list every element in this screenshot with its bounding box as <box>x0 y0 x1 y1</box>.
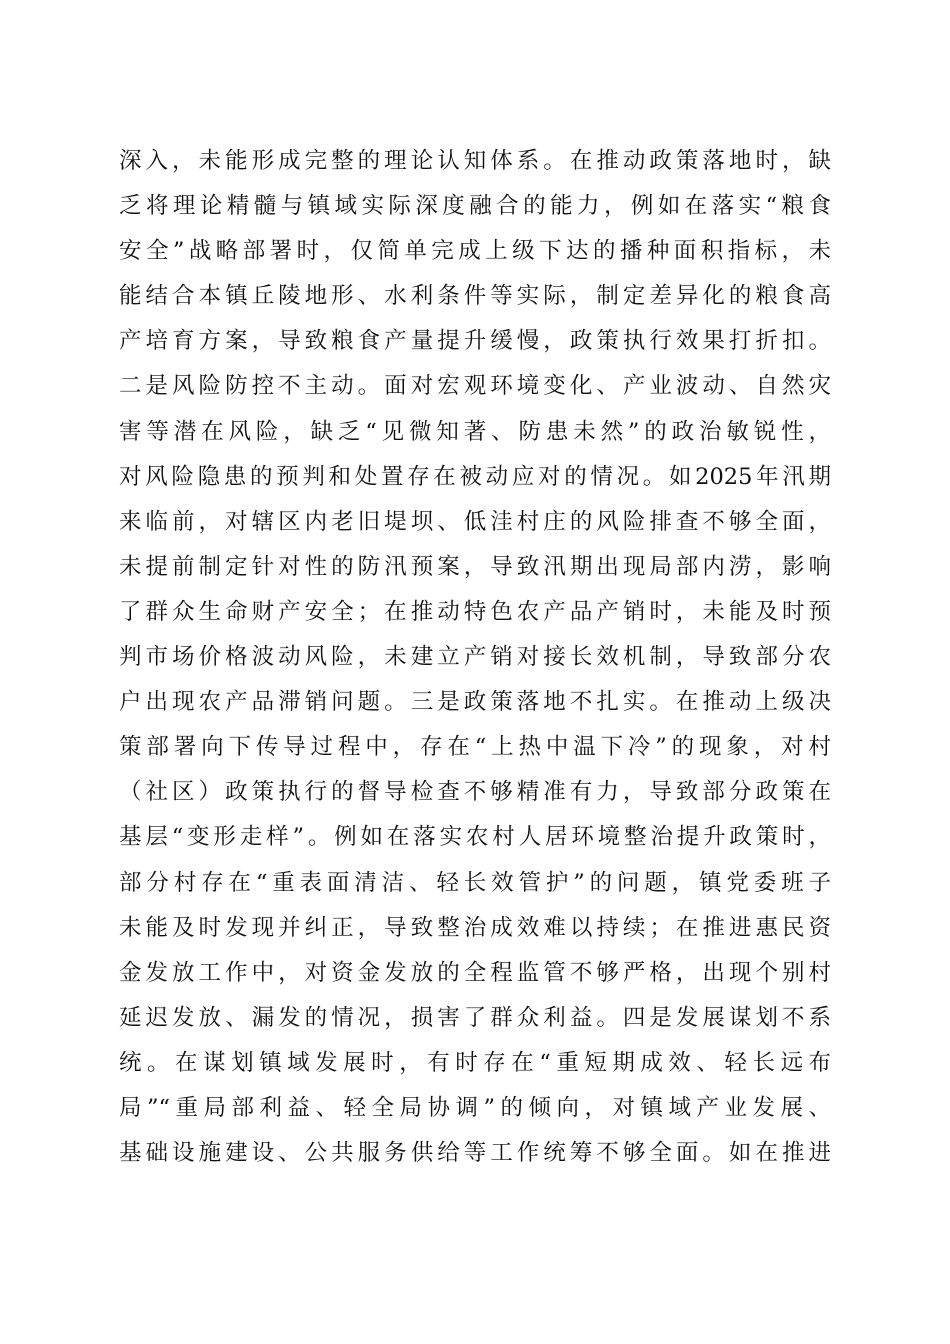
text-line: 未能及时发现并纠正，导致整治成效难以持续；在推进惠民资 <box>119 914 831 941</box>
text-line: 深入，未能形成完整的理论认知体系。在推动政策落地时，缺 <box>119 148 831 174</box>
body-text <box>119 139 831 1176</box>
text-line: 延迟发放、漏发的情况，损害了群众利益。四是发展谋划不系 <box>119 1004 831 1031</box>
text-line: 产培育方案，导致粮食产量提升缓慢，政策执行效果打折扣。 <box>119 328 831 355</box>
text-line: 安全”战略部署时，仅简单完成上级下达的播种面积指标，未 <box>119 238 831 265</box>
text-line: 判市场价格波动风险，未建立产销对接长效机制，导致部分农 <box>119 644 831 671</box>
text-line: 统。在谋划镇域发展时，有时存在“重短期成效、轻长远布 <box>119 1049 831 1076</box>
text-line: 二是风险防控不主动。面对宏观环境变化、产业波动、自然灾 <box>119 373 831 400</box>
text-line: 未提前制定针对性的防汛预案，导致汛期出现局部内涝，影响 <box>119 553 831 580</box>
text-line: 了群众生命财产安全；在推动特色农产品产销时，未能及时预 <box>119 598 831 625</box>
text-line: 能结合本镇丘陵地形、水利条件等实际，制定差异化的粮食高 <box>119 283 831 310</box>
text-line: 局”“重局部利益、轻全局协调”的倾向，对镇域产业发展、 <box>119 1094 831 1121</box>
text-line: 对风险隐患的预判和处置存在被动应对的情况。如2025年汛期 <box>119 463 831 490</box>
text-line: 户出现农产品滞销问题。三是政策落地不扎实。在推动上级决 <box>119 689 831 716</box>
text-line: 乏将理论精髓与镇域实际深度融合的能力，例如在落实“粮食 <box>119 193 831 220</box>
text-line: 基层“变形走样”。例如在落实农村人居环境整治提升政策时， <box>119 824 831 851</box>
text-line: 部分村存在“重表面清洁、轻长效管护”的问题，镇党委班子 <box>119 869 831 896</box>
text-line: 金发放工作中，对资金发放的全程监管不够严格，出现个别村 <box>119 959 831 986</box>
text-line: 害等潜在风险，缺乏“见微知著、防患未然”的政治敏锐性， <box>119 418 831 445</box>
text-line: 基础设施建设、公共服务供给等工作统筹不够全面。如在推进 <box>119 1140 831 1167</box>
text-line: 策部署向下传导过程中，存在“上热中温下冷”的现象，对村 <box>119 734 831 761</box>
text-line: （社区）政策执行的督导检查不够精准有力，导致部分政策在 <box>119 779 831 806</box>
text-line: 来临前，对辖区内老旧堤坝、低洼村庄的风险排查不够全面， <box>119 508 831 535</box>
